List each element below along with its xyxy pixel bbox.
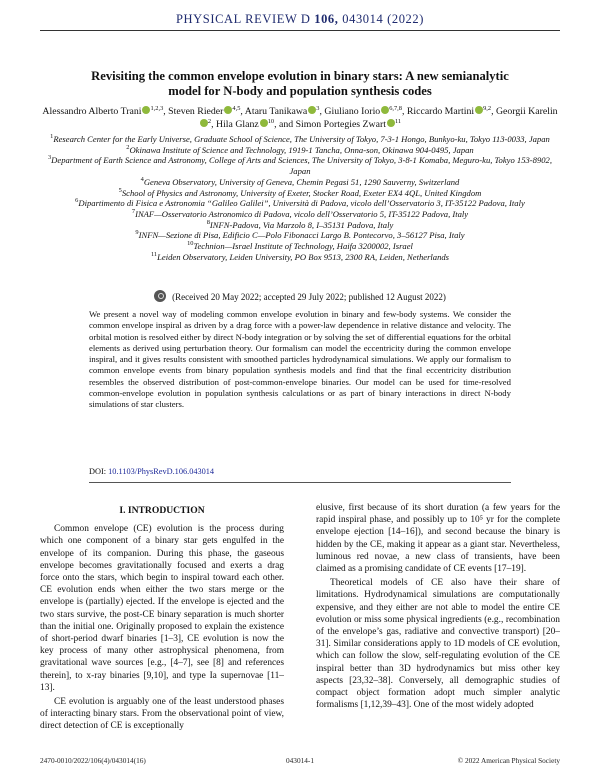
affiliation-number: 3 (47, 154, 52, 162)
footer-issn: 2470-0010/2022/106(4)/043014(16) (40, 756, 146, 765)
abstract-rule (89, 482, 511, 483)
doi-label: DOI: (89, 467, 107, 476)
header-rule (40, 30, 560, 31)
journal-name: PHYSICAL REVIEW D (175, 12, 311, 26)
copyright: © 2022 American Physical Society (457, 756, 560, 765)
section-heading: I. INTRODUCTION (119, 505, 205, 516)
journal-header (40, 12, 560, 27)
author-affiliation-marker: 4,5 (232, 105, 241, 112)
affiliation (40, 220, 560, 231)
affiliation (40, 155, 560, 176)
affiliation (40, 134, 560, 145)
orcid-icon[interactable] (260, 119, 268, 127)
affiliation-text: Geneva Observatory, University of Geneva, Chemin Pegasi 51, 1290 Sauverny, Switzerland (143, 176, 460, 187)
affiliation (40, 188, 560, 199)
received-text: (Received 20 May 2022; accepted 29 July 2022; published 12 August 2022) (172, 292, 446, 302)
orcid-icon[interactable] (475, 106, 483, 114)
affiliation-text: INFN-Padova, Via Marzolo 8, I–35131 Padova, Italy (209, 219, 394, 230)
check-for-updates-icon[interactable] (154, 290, 166, 302)
article-number: 043014 (2022) (342, 12, 425, 26)
affiliation (40, 230, 560, 241)
author: Giuliano Iorio $^{6,7,8}$, (324, 105, 407, 117)
doi (89, 467, 214, 476)
author: Georgii Karelin$^2$, (199, 106, 558, 130)
affiliation-text: Leiden Observatory, Leiden University, PO Box 9513, 2300 RA, Leiden, Netherlands (157, 251, 450, 262)
author-name: Ataru Tanikawa (244, 106, 308, 117)
affiliation-text: INFN—Sezione di Pisa, Edificio C—Polo Fibonacci Largo B. Pontecorvo, 3–56127 Pisa, Italy (138, 230, 465, 241)
orcid-icon[interactable] (381, 106, 389, 114)
author-affiliation-marker: 9,2 (483, 105, 492, 112)
affiliation-number: 2 (126, 143, 130, 151)
affiliation-list (40, 134, 560, 262)
right-column (316, 502, 560, 713)
affiliation-text: INAF—Osservatorio Astronomico di Padova, vicolo dell’Osservatorio 5, IT-35122 Padova, Italy (135, 208, 469, 219)
affiliation-text: Dipartimento di Fisica e Astronomia “Galileo Galilei”, Università di Padova, vicolo dell’Osservatorio 3, IT-35122 Padova, Italy (78, 198, 525, 209)
author-name: Hila Glanz (216, 118, 259, 130)
orcid-icon[interactable] (200, 119, 208, 127)
author-affiliation-marker: 11 (394, 117, 402, 125)
doi-link[interactable]: 10.1103/PhysRevD.106.043014 (108, 467, 215, 476)
author-affiliation-marker: 1,2,3 (150, 105, 164, 112)
author (279, 119, 401, 130)
author-name: Alessandro Alberto Trani (42, 106, 142, 117)
paragraph: CE evolution is arguably one of the least understood phases of interacting binary stars. From the observational point of view, direct detection of CE is exceptionally (40, 697, 284, 732)
affiliation-number: 4 (140, 175, 144, 183)
author-affiliation-marker: 10 (267, 117, 275, 125)
paragraph: elusive, first because of its short duration (a few years for the rapid inspiral phase, and possibly up to 10⁵ yr for the complete envelope ejection [14–16]), and second because the binary is hidden by the CE, making it appear as a giant star. Nevertheless, luminous red novae, a new class of transients, have been claimed as a promising candidate of CE events [17–19]. (316, 503, 560, 575)
journal-volume: 106, (314, 12, 339, 26)
author: Alessandro Alberto Trani $^{1,2,3}$, (42, 105, 169, 117)
author: Riccardo Martini $^{9,2}$, (406, 105, 496, 117)
received-dates (40, 290, 560, 303)
author-list (40, 106, 560, 131)
affiliation-text: Okinawa Institute of Science and Technology, 1919-1 Tancha, Onna-son, Okinawa 904-0495, Japan (129, 144, 474, 155)
paragraph: Common envelope (CE) evolution is the process during which one component of a binary star gets engulfed in the envelope of its companion. During this phase, the gaseous envelope becomes gravitationally focused and exerts a drag force onto the stars, which begin to inspiral toward each other. CE evolution ends when either the two stars merge or the envelope is (partially) ejected. If the envelope is ejected and the two stars survive, the post-CE binary separation is much shorter than the initial one. Originally proposed to explain the existence of short-period dwarf binaries [1–3], CE evolution is now the key process of many other astrophysical phenomena, from gravitational wave sources [e.g., [4–7], see [8] and references therein], to x-ray binaries [9,10], and type Ia supernovae [11–13]. (40, 524, 284, 693)
paper-title: Revisiting the common envelope evolution in binary stars: A new semianalytic model for N-body and population synthesis codes (91, 69, 509, 98)
abstract: We present a novel way of modeling common envelope evolution in binary and few-body systems. We consider the common envelope inspiral as driven by a drag force with a power-law dependence in relative distance and velocity. The orbital motion is resolved either by direct N-body integration or by solving the set of differential equations for the orbital elements as derived using perturbation theory. Our formalism can model the eccentricity during the common envelope inspiral, and it gives results consistent with smoothed particles hydrodynamical simulations. We apply our formalism to common envelope events from binary population synthesis models and find that the final eccentricity distribution resembles the observed distribution of post-common-envelope binaries. Our model can be used for time-resolved common-envelope evolution in population synthesis calculations or as part of binary interactions in direct N-body simulations of star clusters. (89, 309, 511, 410)
affiliation (40, 252, 560, 263)
author-name: Georgii Karelin (495, 106, 558, 117)
affiliation (40, 241, 560, 252)
author-name: and Simon Portegies Zwart (279, 118, 386, 130)
paragraph: Theoretical models of CE also have their share of limitations. Hydrodynamical simulations are computationally expensive, and they either are not able to model the entire CE evolution or miss some physical ingredients (e.g., recombination of the envelope’s gas, radiative and convective transport) [20–31]. Similar considerations apply to 1D models of CE evolution, which can follow the slow, self-regulating evolution of the CE inspiral better than 3D hydrodynamics but miss other key aspects [23,32–38]. Conversely, all demographic studies of compact object formation adopt much simpler analytic formalisms [1,12,39–43]. One of the most widely adopted (316, 578, 560, 711)
author-name: Riccardo Martini (406, 106, 475, 117)
affiliation-text: Research Center for the Early Universe, Graduate School of Science, The University of Tokyo, 7-3-1 Hongo, Bunkyo-ku, Tokyo 113-0033, Japan (53, 134, 550, 144)
page-number: 043014-1 (286, 756, 314, 765)
author-name: Giuliano Iorio (324, 106, 381, 117)
author-affiliation-marker: 6,7,8 (389, 105, 402, 112)
affiliation-number: 8 (206, 218, 210, 226)
affiliation (40, 209, 560, 220)
author: Steven Rieder $^{4,5}$, (168, 105, 245, 117)
affiliation-number: 9 (135, 229, 139, 237)
affiliation-number: 1 (50, 133, 54, 140)
author: Ataru Tanikawa $^3$, (244, 105, 325, 117)
author: Hila Glanz $^{10}$, (216, 117, 280, 130)
affiliation-number: 10 (187, 240, 194, 248)
affiliation (40, 145, 560, 156)
affiliation-text: Technion—Israel Institute of Technology, Haifa 3200002, Israel (193, 241, 413, 252)
affiliation-number: 11 (150, 250, 158, 258)
affiliation-text: Department of Earth Science and Astronomy, College of Arts and Sciences, The University of Tokyo, 3-8-1 Komaba, Meguro-ku, Tokyo 153-8902, Japan (51, 155, 553, 177)
affiliation-number: 7 (131, 207, 136, 215)
left-column (40, 505, 284, 735)
affiliation-number: 6 (75, 197, 79, 205)
affiliation-number: 5 (118, 186, 122, 194)
author-name: Steven Rieder (168, 106, 224, 117)
author-affiliation-marker: 3 (316, 105, 320, 112)
orcid-icon[interactable] (387, 119, 395, 127)
affiliation (40, 198, 560, 209)
author-affiliation-marker: 2 (207, 117, 212, 125)
affiliation-text: School of Physics and Astronomy, University of Exeter, Stocker Road, Exeter EX4 4QL, United Kingdom (121, 187, 482, 198)
